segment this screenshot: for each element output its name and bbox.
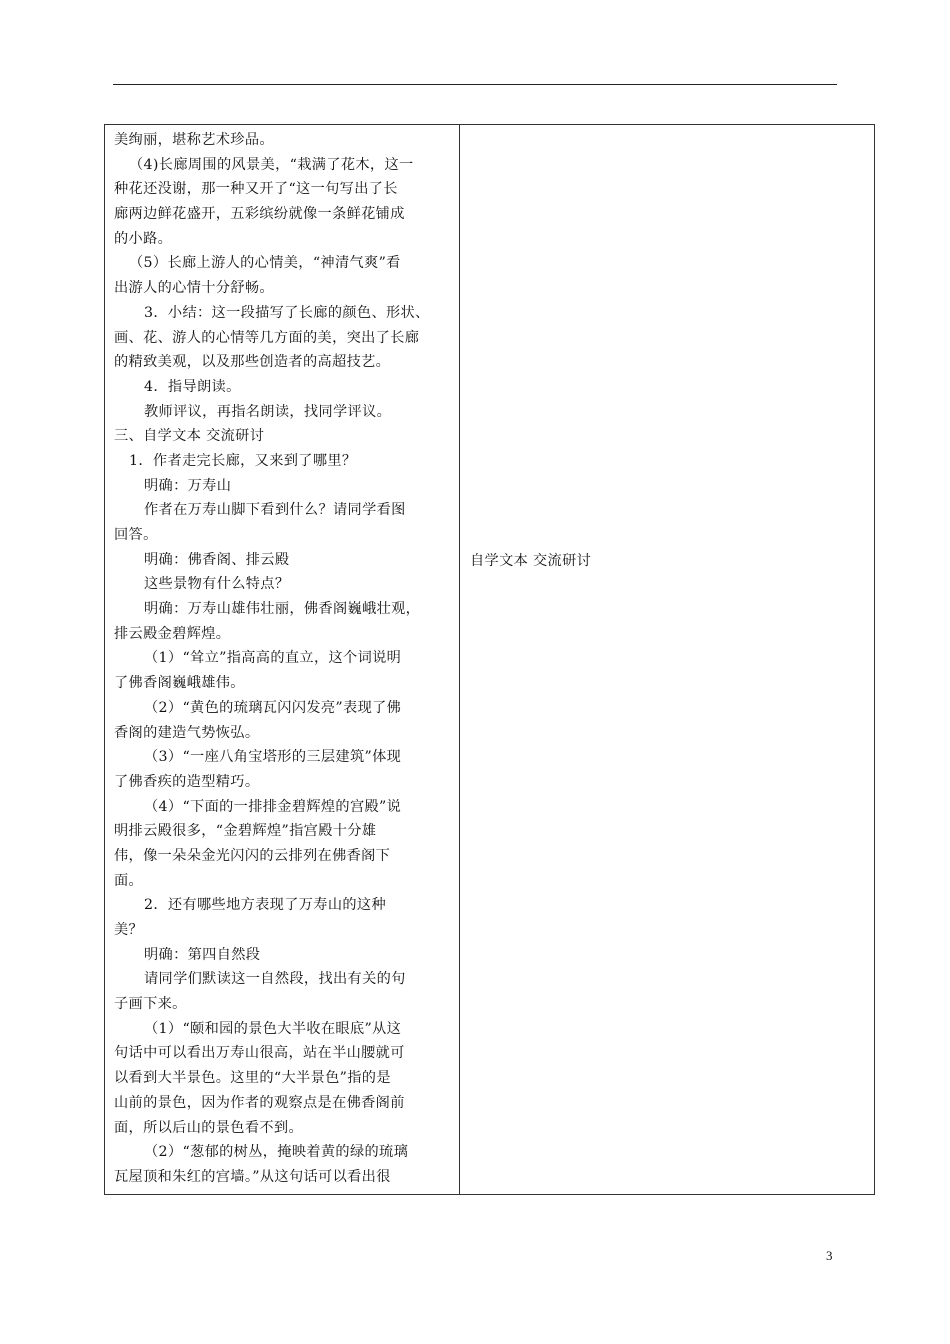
- text-line: 排云殿金碧辉煌。: [114, 625, 231, 642]
- text-line: 画、花、游人的心情等几方面的美，突出了长廊: [114, 329, 420, 346]
- text-line: 明确：万寿山: [144, 477, 232, 494]
- lesson-table: [104, 124, 875, 1195]
- text-line: 句话中可以看出万寿山很高，站在半山腰就可: [114, 1045, 405, 1062]
- page-number: 3: [826, 1248, 833, 1263]
- text-line: （2）“黄色的琉璃瓦闪闪发亮”表现了佛: [144, 699, 402, 716]
- text-line: 以看到大半景色。这里的“大半景色”指的是: [114, 1070, 391, 1087]
- text-line: 明确：万寿山雄伟壮丽，佛香阁巍峨壮观，: [144, 601, 421, 618]
- text-line: 回答。: [114, 527, 158, 543]
- text-line: 明确：佛香阁、排云殿: [144, 551, 290, 568]
- text-line: 出游人的心情十分舒畅。: [114, 280, 274, 297]
- text-line: （1）“耸立”指高高的直立，这个词说明: [144, 650, 402, 667]
- text-line: （4）“下面的一排排金碧辉煌的宫殿”说: [144, 798, 402, 815]
- text-line: 教师评议，再指名朗读，找同学评议。: [144, 403, 392, 420]
- header-rule: [113, 84, 837, 85]
- text-line: 山前的景色，因为作者的观察点是在佛香阁前: [114, 1094, 405, 1111]
- text-line: 伟，像一朵朵金光闪闪的云排列在佛香阁下: [114, 847, 391, 864]
- text-line: （4)长廊周围的风景美，“栽满了花木，这一: [129, 156, 414, 173]
- student-activity-column: [460, 125, 874, 1194]
- teaching-content-column: [105, 125, 460, 1194]
- text-line: （2）“葱郁的树丛，掩映着黄的绿的琉璃: [144, 1144, 409, 1161]
- activity-note: 自学文本 交流研讨: [470, 553, 592, 569]
- text-line: 了佛香阁巍峨雄伟。: [114, 675, 245, 692]
- text-line: 了佛香疾的造型精巧。: [114, 773, 260, 790]
- text-line: 美绚丽，堪称艺术珍品。: [114, 132, 274, 148]
- text-line: 明确：第四自然段: [144, 946, 261, 963]
- text-line: 作者在万寿山脚下看到什么？请同学看图: [144, 502, 406, 519]
- text-line: （5）长廊上游人的心情美，“神清气爽”看: [129, 255, 401, 272]
- text-line: （1）“颐和园的景色大半收在眼底”从这: [144, 1020, 402, 1037]
- text-line: 面。: [114, 872, 144, 889]
- text-line: 明排云殿很多，“金碧辉煌”指宫殿十分雄: [114, 823, 377, 840]
- text-line: 4．指导朗读。: [144, 378, 241, 395]
- text-line: 美？: [114, 922, 144, 938]
- text-line: 廊两边鲜花盛开，五彩缤纷就像一条鲜花铺成: [114, 206, 405, 223]
- text-line: 面，所以后山的景色看不到。: [114, 1119, 303, 1136]
- text-line: 香阁的建造气势恢弘。: [114, 724, 260, 741]
- text-line: 3．小结：这一段描写了长廊的颜色、形状、: [144, 304, 430, 321]
- text-line: 种花还没谢，那一种又开了“这一句写出了长: [114, 181, 398, 198]
- text-line: 的小路。: [114, 230, 173, 247]
- text-line: 2．还有哪些地方表现了万寿山的这种: [144, 897, 386, 914]
- text-line: 这些景物有什么特点？: [144, 576, 290, 593]
- text-line: 子画下来。: [114, 996, 187, 1013]
- text-line: 1．作者走完长廊，又来到了哪里？: [129, 452, 357, 469]
- text-line: （3）“一座八角宝塔形的三层建筑”体现: [144, 749, 402, 766]
- text-line: 三、自学文本 交流研讨: [114, 428, 265, 445]
- text-line: 的精致美观，以及那些创造者的高超技艺。: [114, 354, 391, 371]
- text-line: 请同学们默读这一自然段，找出有关的句: [144, 971, 406, 988]
- text-line: 瓦屋顶和朱红的宫墙。”从这句话可以看出很: [114, 1168, 391, 1185]
